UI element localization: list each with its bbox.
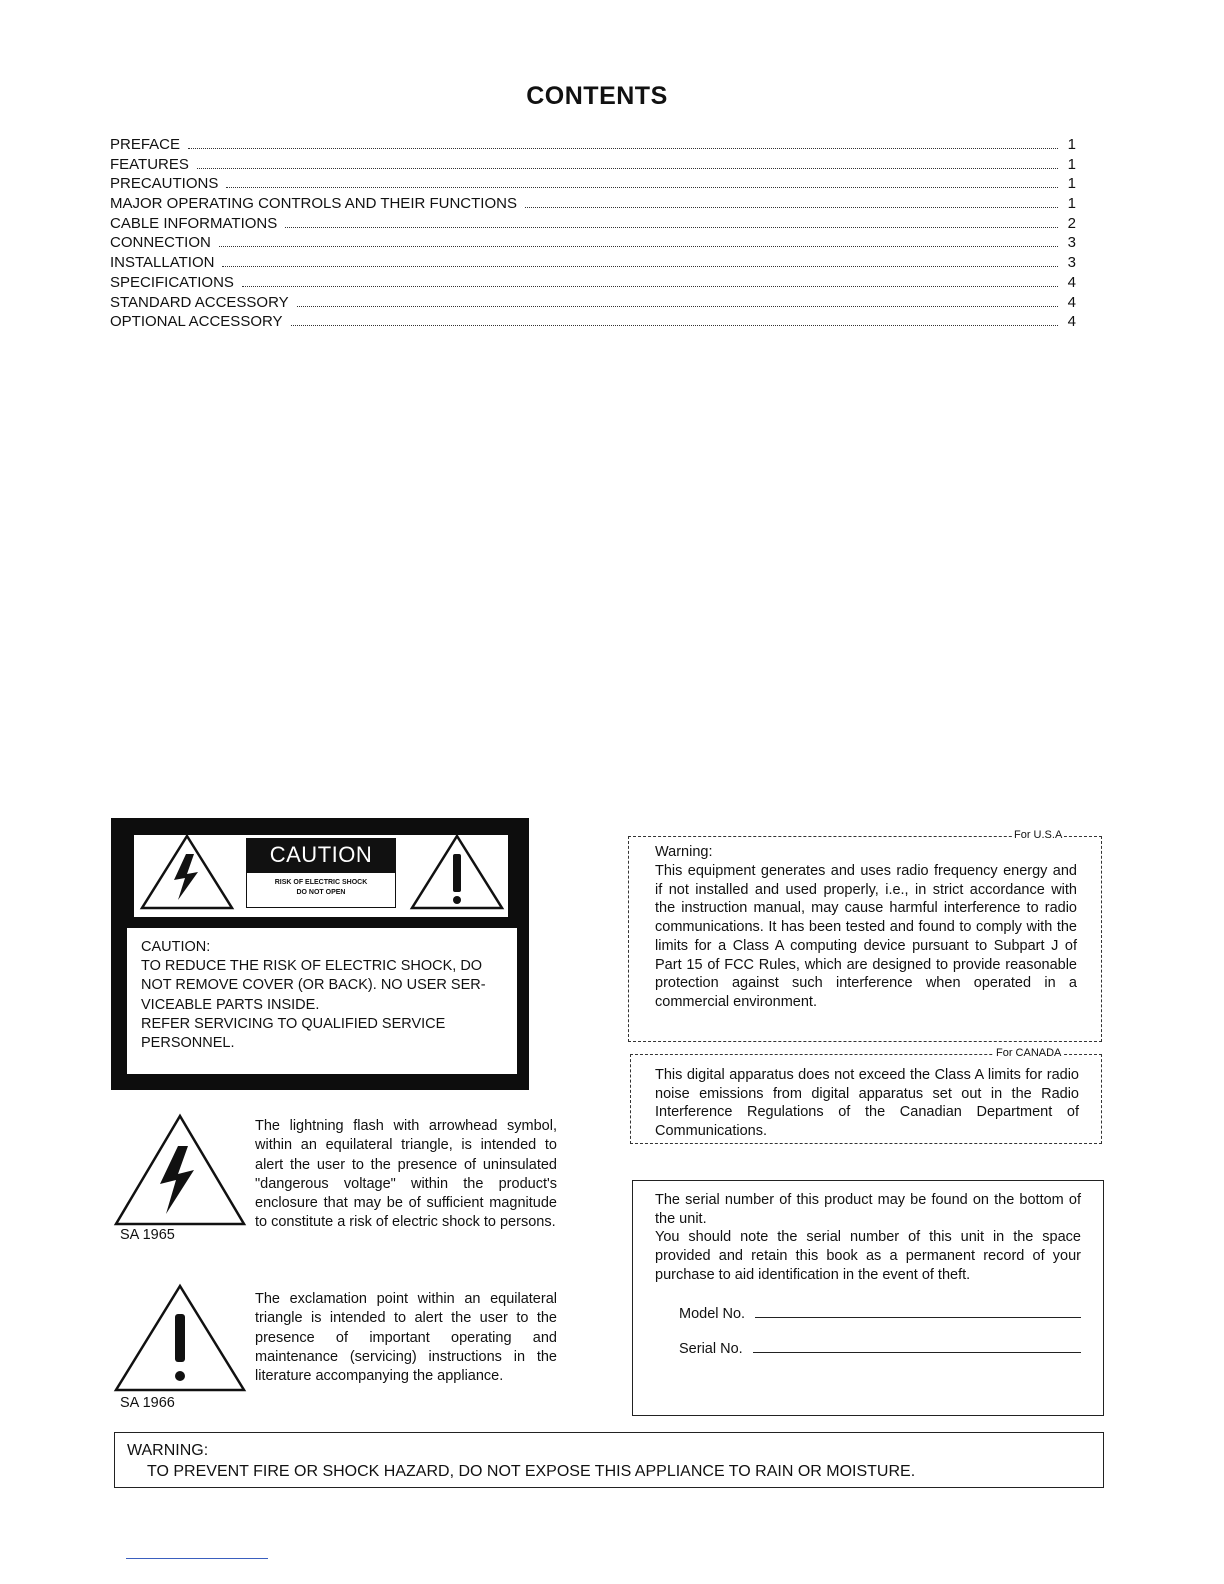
toc-entry-page: 1 — [1067, 155, 1076, 173]
toc-entry — [110, 195, 1076, 215]
toc-entry-label: INSTALLATION — [110, 254, 215, 272]
canada-region-tag: For CANADA — [996, 1047, 1062, 1059]
exclamation-symbol-code: SA 1966 — [120, 1395, 175, 1411]
toc-leader-dots — [219, 246, 1058, 247]
model-number-field[interactable] — [755, 1303, 1081, 1318]
lightning-symbol-text: The lightning flash with arrowhead symbol, within an equilateral triangle, is intended to alert the user to the presence of uninsulated "dangerous voltage" within the product's enclosure that may be of sufficient magnitude to constitute a risk of electric shock to persons. — [255, 1118, 557, 1231]
toc-entry-label: STANDARD ACCESSORY — [110, 293, 289, 311]
toc-entry-page: 2 — [1067, 214, 1076, 232]
toc-entry — [110, 254, 1076, 274]
toc-entry-page: 4 — [1067, 293, 1076, 311]
serial-number-field[interactable] — [753, 1338, 1081, 1353]
toc-entry-page: 1 — [1067, 136, 1076, 153]
toc-entry-label: SPECIFICATIONS — [110, 273, 234, 291]
caution-label: CAUTION — [246, 838, 396, 872]
warning-heading: WARNING: — [127, 1442, 209, 1459]
toc-leader-dots — [297, 306, 1058, 307]
usa-warning-text: This equipment generates and uses radio frequency energy and if not installed and used properly, i.e., in strict accordance with the instruction manual, may cause harmful interference to radio communications. It has been tested and found to comply with the limits for a Class A computing device pursuant to Subpart J of Part 15 of FCC Rules, which are designed to provide reasonable protection against such interference when operated in a commercial environment. — [655, 863, 1077, 1010]
serial-number-row — [679, 1338, 1081, 1357]
table-of-contents — [110, 136, 1076, 333]
canada-notice-text: This digital apparatus does not exceed the Class A limits for radio noise emissions from digital apparatus set out in the Radio Interference Regulations of the Canadian Department of Communications. — [655, 1067, 1079, 1140]
toc-entry-page: 3 — [1067, 234, 1076, 252]
toc-entry-label: CABLE INFORMATIONS — [110, 214, 278, 232]
toc-entry-page: 1 — [1067, 175, 1076, 193]
exclamation-symbol-icon — [112, 1282, 248, 1394]
toc-entry — [110, 294, 1076, 314]
toc-entry — [110, 136, 1076, 156]
toc-entry — [110, 274, 1076, 294]
serial-note-text: You should note the serial number of this unit in the space provided and retain this book as a permanent record of your purchase to aid identification in the event of theft. — [655, 1229, 1081, 1283]
toc-leader-dots — [188, 148, 1058, 149]
serial-number-label: Serial No. — [679, 1340, 743, 1357]
toc-leader-dots — [525, 207, 1058, 208]
toc-leader-dots — [222, 266, 1058, 267]
toc-entry-label: PRECAUTIONS — [110, 175, 219, 193]
lightning-symbol-icon — [112, 1112, 248, 1228]
usa-region-tag: For U.S.A — [1014, 829, 1063, 841]
lightning-warning-icon — [138, 832, 236, 912]
toc-entry-label: FEATURES — [110, 155, 189, 173]
toc-entry-label: PREFACE — [110, 136, 181, 153]
toc-entry-label: MAJOR OPERATING CONTROLS AND THEIR FUNCTIONS — [110, 195, 517, 213]
bottom-rule — [126, 1558, 268, 1559]
toc-entry-page: 3 — [1067, 254, 1076, 272]
serial-location-text: The serial number of this product may be found on the bottom of the unit. — [655, 1192, 1081, 1227]
toc-entry-page: 4 — [1067, 313, 1076, 331]
toc-entry-page: 1 — [1067, 195, 1076, 213]
toc-entry — [110, 234, 1076, 254]
toc-entry-label: CONNECTION — [110, 234, 211, 252]
toc-leader-dots — [291, 325, 1058, 326]
lightning-symbol-code: SA 1965 — [120, 1227, 175, 1243]
contents-title: CONTENTS — [526, 82, 668, 110]
toc-leader-dots — [242, 286, 1058, 287]
warning-text: TO PREVENT FIRE OR SHOCK HAZARD, DO NOT EXPOSE THIS APPLIANCE TO RAIN OR MOISTURE. — [147, 1463, 916, 1480]
toc-leader-dots — [197, 168, 1058, 169]
toc-leader-dots — [285, 227, 1058, 228]
toc-entry — [110, 175, 1076, 195]
model-number-label: Model No. — [679, 1305, 746, 1322]
toc-entry-page: 4 — [1067, 273, 1076, 291]
toc-entry — [110, 215, 1076, 235]
exclamation-symbol-text: The exclamation point within an equilateral triangle is intended to alert the user to the presence of important operating and maintenance (servicing) instructions in the literature accompanying the appliance. — [255, 1291, 557, 1385]
usa-warning-heading: Warning: — [655, 844, 713, 860]
model-number-row — [679, 1303, 1081, 1322]
caution-small-label: RISK OF ELECTRIC SHOCK DO NOT OPEN — [246, 872, 396, 908]
serial-number-box — [632, 1180, 1104, 1416]
toc-leader-dots — [226, 187, 1058, 188]
fire-shock-warning — [114, 1432, 1104, 1488]
exclamation-warning-icon — [408, 832, 506, 912]
caution-text: CAUTION: TO REDUCE THE RISK OF ELECTRIC SHOCK, DO NOT REMOVE COVER (OR BACK). NO USER SER- VICEABLE PARTS INSIDE. REFER SERVICING TO QUALIFIED SERVICE PERSONNEL. — [127, 928, 517, 1074]
toc-entry — [110, 156, 1076, 176]
toc-entry-label: OPTIONAL ACCESSORY — [110, 313, 283, 331]
toc-entry — [110, 313, 1076, 333]
